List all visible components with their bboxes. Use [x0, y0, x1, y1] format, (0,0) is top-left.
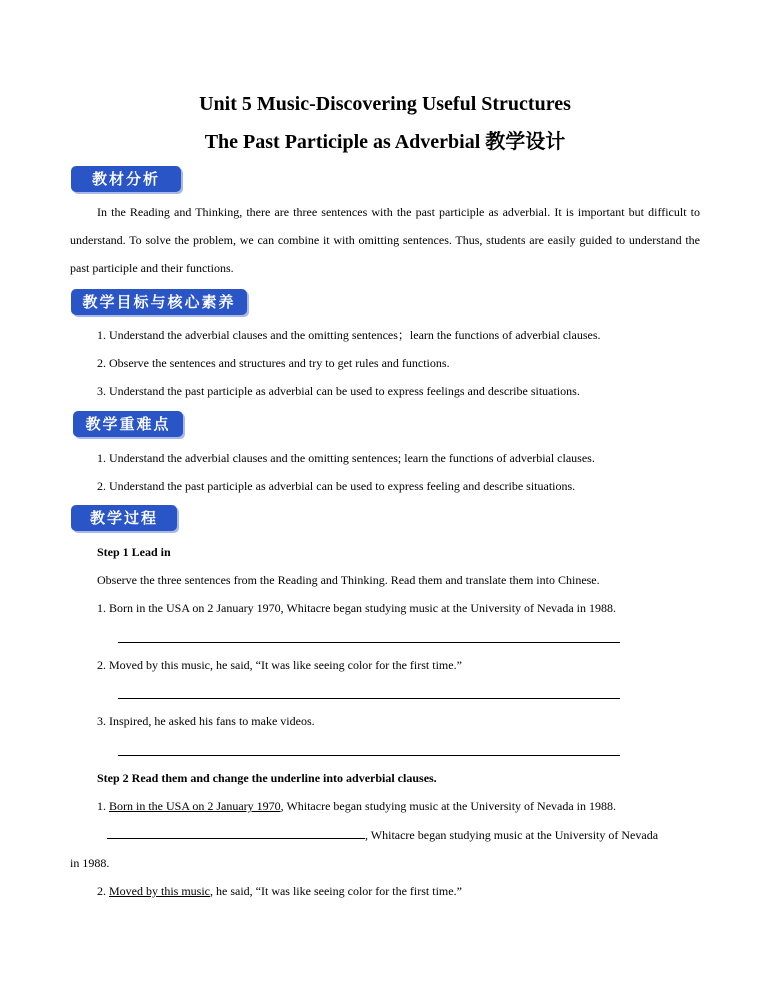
section-badge-objectives: 教学目标与核心素养	[71, 289, 247, 315]
keypoint-item-2: 2. Understand the past participle as adverbial can be used to express feeling and describe situations.	[97, 479, 576, 493]
step2-s1-fill-rest: , Whitacre began studying music at the University of Nevada	[365, 828, 659, 842]
step2-s2-underlined: Moved by this music	[109, 884, 210, 898]
step1-sentence-1: 1. Born in the USA on 2 January 1970, Whitacre began studying music at the University of Nevada in 1988.	[97, 601, 617, 615]
objective-item-3: 3. Understand the past participle as adverbial can be used to express feelings and describe situations.	[97, 384, 580, 398]
step1-sentence-3: 3. Inspired, he asked his fans to make videos.	[97, 714, 315, 728]
keypoint-item-1: 1. Understand the adverbial clauses and the omitting sentences; learn the functions of adverbial clauses.	[97, 451, 595, 465]
step2-sentence-2	[97, 883, 462, 899]
section-badge-process: 教学过程	[71, 505, 177, 531]
step2-sentence-1	[97, 798, 616, 814]
document-title-line1: Unit 5 Music-Discovering Useful Structures	[199, 93, 571, 115]
analysis-paragraph: In the Reading and Thinking, there are three sentences with the past participle as adverbial. It is important but difficult to understand. To solve the problem, we can combine it with omitting sentences. Thus, students are easily guided to understand the past participle and their functions.	[70, 205, 700, 275]
step1-instruction: Observe the three sentences from the Reading and Thinking. Read them and translate them into Chinese.	[97, 573, 600, 587]
step1-sentence-2: 2. Moved by this music, he said, “It was like seeing color for the first time.”	[97, 658, 462, 672]
document-title-line2: The Past Participle as Adverbial 教学设计	[204, 131, 566, 153]
step2-s1-underlined: Born in the USA on 2 January 1970	[109, 799, 281, 813]
step2-s2-rest: , he said, “It was like seeing color for the first time.”	[210, 884, 462, 898]
section-badge-analysis: 教材分析	[71, 166, 181, 192]
section-badge-keypoints: 教学重难点	[73, 411, 183, 437]
rewrite-blank-1[interactable]	[107, 826, 365, 839]
objective-item-1: 1. Understand the adverbial clauses and the omitting sentences；learn the functions of adverbial clauses.	[97, 328, 601, 342]
step2-s1-rest: , Whitacre began studying music at the University of Nevada in 1988.	[280, 799, 617, 813]
step2-s1-fill-cont: in 1988.	[70, 856, 110, 870]
step2-s1-number: 1.	[97, 799, 109, 813]
objective-item-2: 2. Observe the sentences and structures and try to get rules and functions.	[97, 356, 450, 370]
translation-blank-2[interactable]	[118, 698, 620, 699]
step1-heading: Step 1 Lead in	[97, 545, 171, 559]
translation-blank-1[interactable]	[118, 642, 620, 643]
step2-s2-number: 2.	[97, 884, 109, 898]
step2-s1-rewrite	[107, 826, 700, 843]
translation-blank-3[interactable]	[118, 755, 620, 756]
step2-heading: Step 2 Read them and change the underline into adverbial clauses.	[97, 771, 437, 785]
